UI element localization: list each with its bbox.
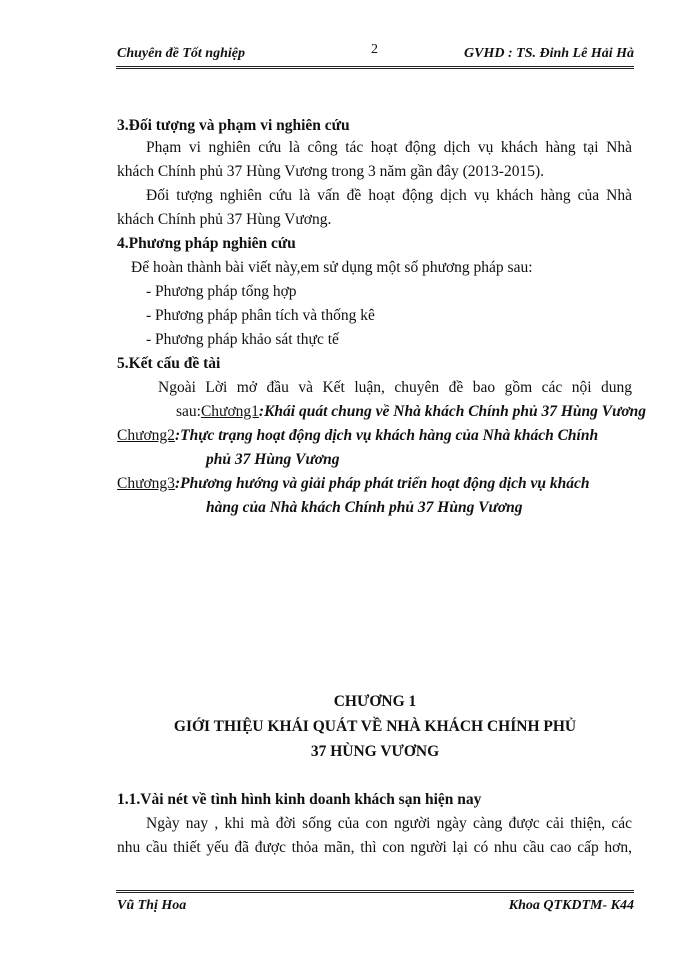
chapter-heading: CHƯƠNG 1	[333, 693, 417, 710]
section-5-title: 5.Kết cấu đề tài	[117, 355, 221, 372]
chapter-3-label: Chương3	[117, 475, 175, 492]
section-3-para1-line2: khách Chính phủ 37 Hùng Vương trong 3 năm gần đây (2013-2015).	[117, 163, 545, 180]
chapter-2-title-line1: :Thực trạng hoạt động dịch vụ khách hàng của Nhà khách Chính	[174, 427, 599, 444]
section-1-1-line2: nhu cầu thiết yếu đã được thỏa mãn, thì con người lại có nhu cầu cao cấp hơn,	[117, 839, 632, 856]
chapter-1-title: :Khái quát chung về Nhà khách Chính phủ 37 Hùng Vương	[258, 403, 647, 420]
chapter-1-line	[176, 403, 646, 421]
chapter-3-title-line2: hàng của Nhà khách Chính phủ 37 Hùng Vương	[206, 499, 523, 516]
chapter-2-title-line2: phủ 37 Hùng Vương	[206, 451, 340, 468]
list-item: - Phương pháp phân tích và thống kê	[146, 307, 375, 324]
header-rule	[116, 66, 634, 69]
chapter-title-line2: 37 HÙNG VƯƠNG	[310, 743, 440, 760]
section-3-title: 3.Đối tượng và phạm vi nghiên cứu	[117, 117, 350, 134]
list-item: - Phương pháp tổng hợp	[146, 283, 297, 300]
section-3-para1-line1: Phạm vi nghiên cứu là công tác hoạt động dịch vụ khách hàng tại Nhà	[146, 139, 632, 156]
section-5-intro: Ngoài Lời mở đầu và Kết luận, chuyên đề bao gồm các nội dung	[158, 379, 632, 396]
chapter-2-line	[117, 427, 598, 445]
header-left: Chuyên đề Tốt nghiệp	[117, 46, 245, 61]
footer-rule	[116, 890, 634, 893]
section-4-title: 4.Phương pháp nghiên cứu	[117, 235, 296, 252]
footer-left: Vũ Thị Hoa	[117, 898, 187, 913]
header-right: GVHD : TS. Đinh Lê Hải Hà	[464, 46, 634, 61]
chapter-1-label: Chương1	[200, 403, 259, 420]
page-number: 2	[371, 42, 378, 57]
chapter-3-line	[117, 475, 590, 493]
section-3-para2-line1: Đối tượng nghiên cứu là vấn đề hoạt động dịch vụ khách hàng của Nhà	[146, 187, 632, 204]
list-item: - Phương pháp khảo sát thực tế	[146, 331, 339, 348]
footer-right: Khoa QTKDTM- K44	[508, 898, 634, 913]
chapter-title-line1: GIỚI THIỆU KHÁI QUÁT VỀ NHÀ KHÁCH CHÍNH PHỦ	[173, 718, 577, 735]
sau-label: sau:	[176, 403, 201, 420]
section-4-intro: Để hoàn thành bài viết này,em sử dụng một số phương pháp sau:	[131, 259, 533, 276]
section-1-1-title: 1.1.Vài nét về tình hình kinh doanh khách sạn hiện nay	[117, 791, 482, 808]
section-1-1-line1: Ngày nay , khi mà đời sống của con người ngày càng được cải thiện, các	[146, 815, 632, 832]
section-3-para2-line2: khách Chính phủ 37 Hùng Vương.	[117, 211, 332, 228]
chapter-3-title-line1: :Phương hướng và giải pháp phát triển hoạt động dịch vụ khách	[174, 475, 590, 492]
chapter-2-label: Chương2	[117, 427, 175, 444]
